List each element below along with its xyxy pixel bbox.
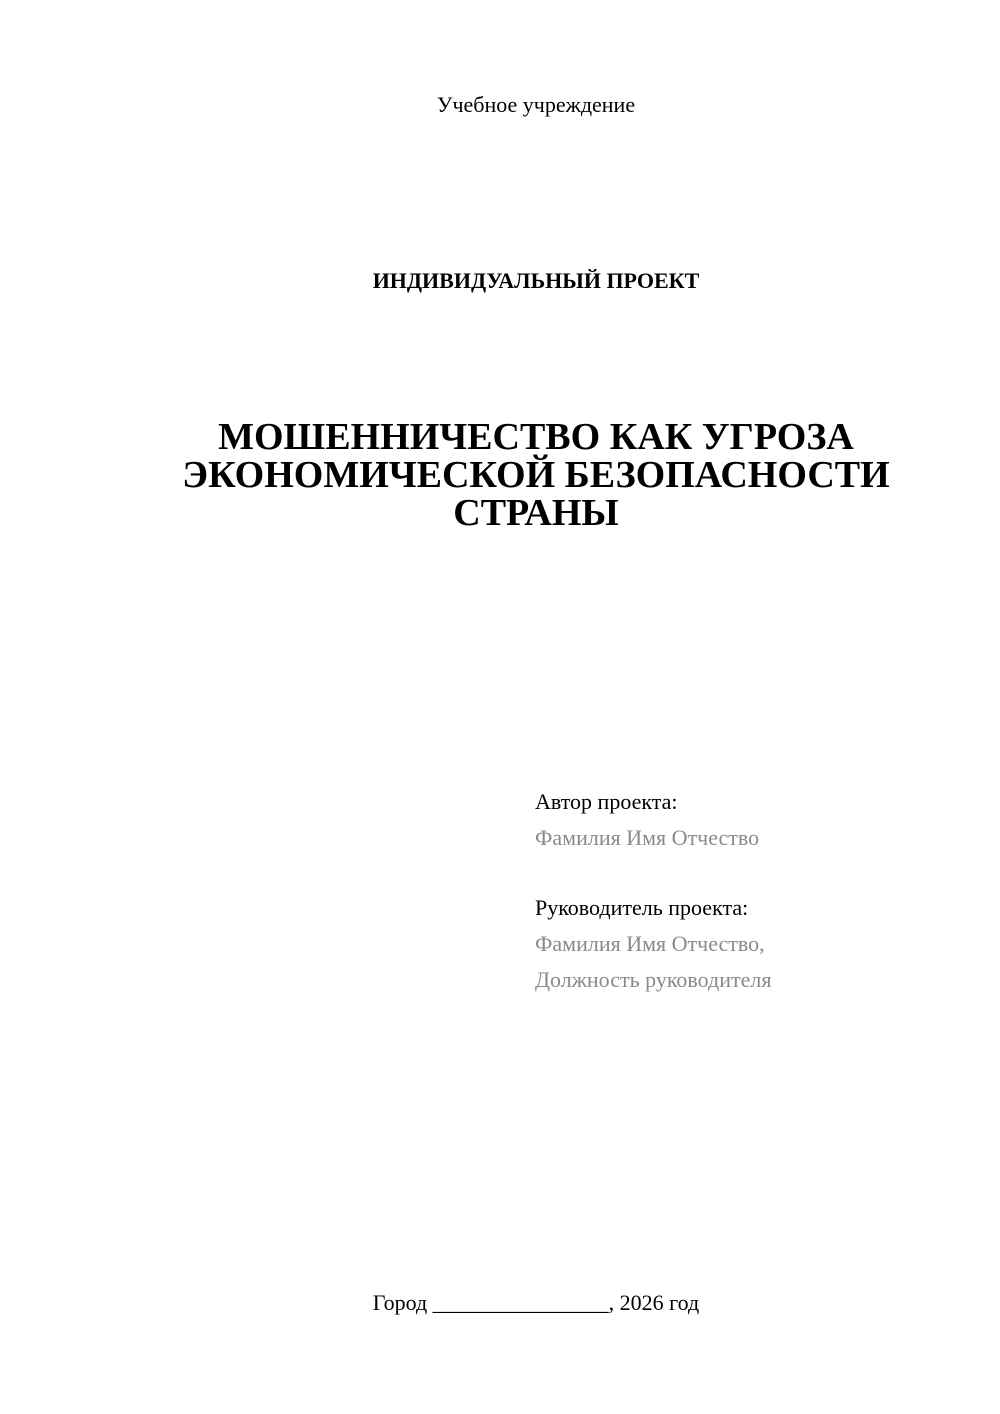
project-title [160, 418, 912, 532]
supervisor-label: Руководитель проекта: [535, 895, 749, 920]
author-block [535, 784, 975, 856]
supervisor-position: Должность руководителя [535, 967, 772, 992]
project-title-line-2: ЭКОНОМИЧЕСКОЙ БЕЗОПАСНОСТИ [182, 454, 890, 496]
supervisor-name: Фамилия Имя Отчество, [535, 931, 765, 956]
document-type: ИНДИВИДУАЛЬНЫЙ ПРОЕКТ [372, 268, 700, 293]
supervisor-block [535, 890, 975, 998]
institution-name: Учебное учреждение [436, 92, 636, 117]
city-year-line: Город ________________, 2026 год [372, 1290, 700, 1315]
project-title-line-3: СТРАНЫ [453, 492, 619, 534]
author-label: Автор проекта: [535, 789, 678, 814]
author-name: Фамилия Имя Отчество [535, 825, 760, 850]
project-title-line-1: МОШЕННИЧЕСТВО КАК УГРОЗА [218, 416, 854, 458]
